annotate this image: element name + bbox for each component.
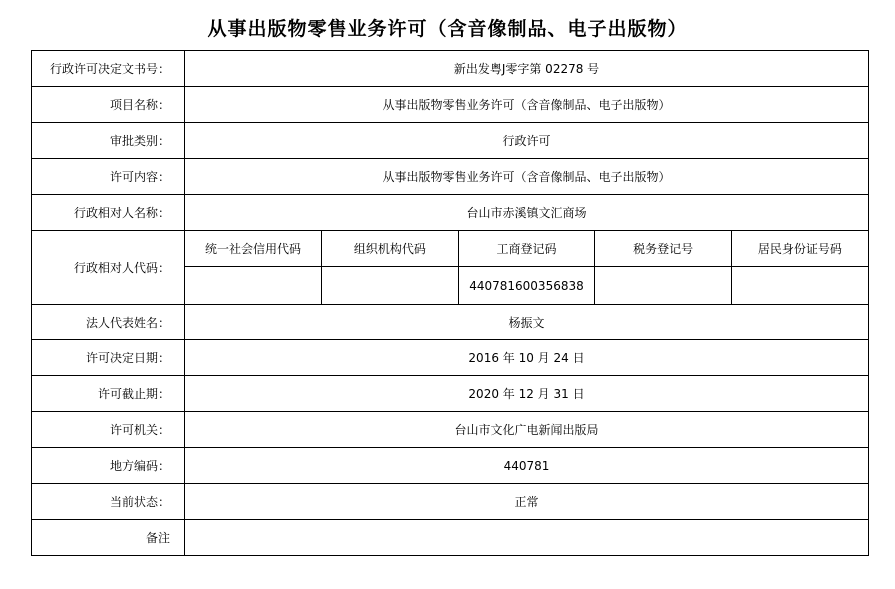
- table-row: [32, 340, 869, 376]
- table-row: [32, 305, 869, 340]
- row-label-legal-rep: 法人代表姓名：: [32, 305, 185, 340]
- code-value-credit: [185, 267, 322, 304]
- row-label-region-code: 地方编码：: [32, 448, 185, 484]
- row-label-party-code: 行政相对人代码：: [32, 231, 185, 305]
- code-value-org: [322, 267, 459, 304]
- row-value-authority: 台山市文化广电新闻出版局: [185, 412, 869, 448]
- row-label-project-name: 项目名称：: [32, 87, 185, 123]
- row-label-expiry-date: 许可截止期：: [32, 376, 185, 412]
- code-header-credit: 统一社会信用代码: [185, 231, 322, 267]
- code-value-tax: [595, 267, 732, 304]
- row-label-decision-date: 许可决定日期：: [32, 340, 185, 376]
- row-value-region-code: 440781: [185, 448, 869, 484]
- page-title: 从事出版物零售业务许可（含音像制品、电子出版物）: [207, 18, 688, 40]
- table-row: [32, 484, 869, 520]
- code-header-business: 工商登记码: [458, 231, 595, 267]
- row-label-authority: 许可机关：: [32, 412, 185, 448]
- table-row: [32, 87, 869, 123]
- row-label-party-name: 行政相对人名称：: [32, 195, 185, 231]
- code-value-id: [731, 267, 868, 304]
- table-row: [32, 520, 869, 556]
- code-subtable-cell: [185, 231, 869, 305]
- license-table: [31, 50, 869, 556]
- table-row: [32, 448, 869, 484]
- row-label-decision-no: 行政许可决定文书号：: [32, 51, 185, 87]
- code-value-row: [185, 267, 868, 304]
- table-row: [32, 376, 869, 412]
- row-label-approval-type: 审批类别：: [32, 123, 185, 159]
- row-value-decision-no: 新出发粤J零字第 02278 号: [185, 51, 869, 87]
- code-header-row: [185, 231, 868, 267]
- row-value-expiry-date: 2020 年 12 月 31 日: [185, 376, 869, 412]
- table-row: [32, 123, 869, 159]
- code-header-org: 组织机构代码: [322, 231, 459, 267]
- row-value-license-content: 从事出版物零售业务许可（含音像制品、电子出版物）: [185, 159, 869, 195]
- code-header-id: 居民身份证号码: [731, 231, 868, 267]
- row-value-status: 正常: [185, 484, 869, 520]
- row-label-license-content: 许可内容：: [32, 159, 185, 195]
- table-row: [32, 51, 869, 87]
- row-label-status: 当前状态：: [32, 484, 185, 520]
- code-header-tax: 税务登记号: [595, 231, 732, 267]
- row-value-party-name: 台山市赤溪镇文汇商场: [185, 195, 869, 231]
- code-subtable: [185, 231, 868, 304]
- row-value-legal-rep: 杨振文: [185, 305, 869, 340]
- row-value-project-name: 从事出版物零售业务许可（含音像制品、电子出版物）: [185, 87, 869, 123]
- row-label-remarks: 备注: [32, 520, 185, 556]
- table-row: [32, 412, 869, 448]
- code-value-business: 440781600356838: [458, 267, 595, 304]
- row-value-remarks: [185, 520, 869, 556]
- row-value-decision-date: 2016 年 10 月 24 日: [185, 340, 869, 376]
- table-row: [32, 159, 869, 195]
- row-value-approval-type: 行政许可: [185, 123, 869, 159]
- table-row: [32, 195, 869, 231]
- table-row: [32, 231, 869, 305]
